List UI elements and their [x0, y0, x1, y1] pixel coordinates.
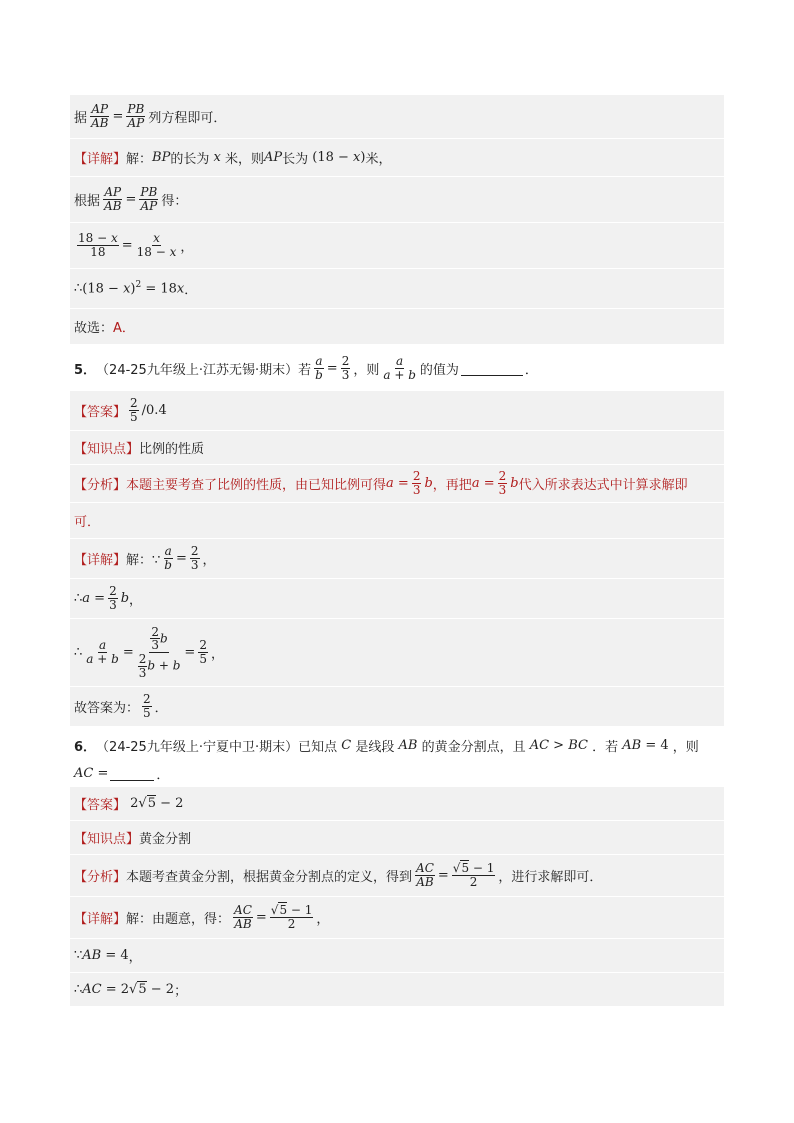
question-source: （24-25九年级上·江苏无锡·期末）: [96, 362, 299, 378]
text: ∴: [74, 281, 83, 296]
analysis-row-cont: [70, 503, 724, 539]
fraction-ap-ab: $\frac{AP}{AB}$: [91, 102, 109, 130]
question-6: 6． （24-25九年级上·宁夏中卫·期末） 已知点 C 是线段 AB 的黄金分割点，且 AC > BC ．若 AB = 4 ，则: [74, 737, 699, 755]
compound-fraction: $\frac{2}{3}$ b $\frac{2}{3}$ b + b: [138, 624, 181, 680]
step-row: ∵ AB = 4 ，: [70, 939, 724, 973]
proportion-row: 根据 $\frac{AP}{AB}$ = $\frac{PB}{AP}$ 得：: [70, 177, 724, 223]
question-number: 6．: [74, 739, 97, 755]
text: 的黄金分割点，且: [421, 739, 526, 755]
text: ∴: [74, 982, 83, 997]
text: 【分析】: [74, 478, 127, 493]
answer-blank: [461, 361, 523, 376]
text: 列方程即可．: [148, 111, 227, 126]
text: 本题考查黄金分割，根据黄金分割点的定义，得到: [126, 870, 413, 885]
text: 故选：: [74, 321, 114, 336]
detail-row: 【详解】 解：由题意，得： $\frac{AC}{AB}$ = $\frac{√5 - 1}{2}$ ，: [70, 897, 724, 939]
text: 米，: [365, 152, 392, 167]
text: 米，则: [224, 152, 264, 167]
text: 代入所求表达式中计算求解即: [518, 478, 688, 493]
question-source: （24-25九年级上·宁夏中卫·期末）: [96, 739, 299, 755]
text: 解：: [126, 152, 153, 167]
text: 【分析】: [74, 870, 127, 885]
text: ，则: [672, 739, 699, 755]
fraction-pb-ap: $\frac{PB}{AP}$: [127, 102, 145, 130]
text: 【详解】: [74, 912, 127, 927]
fraction-x-over-18-minus-x: $\frac{x}{18 - x}$: [136, 231, 177, 259]
text: 【知识点】: [74, 442, 140, 457]
question-number: 5．: [74, 362, 97, 378]
answer-choice: A．: [113, 321, 135, 336]
detail-row: 【详解】 解： BP 的长为 x 米，则 AP 长为 (18 − x) 米，: [70, 139, 724, 177]
text: 得：: [161, 194, 188, 209]
question-6-cont: AC = ．: [74, 765, 170, 783]
answer-row: 【答案】 2√5 − 2: [70, 787, 724, 821]
question-5: 5． （24-25九年级上·江苏无锡·期末） 若 $\frac{a}{b}$ = $\frac{2}{3}$ ，则 $\frac{a}{a + b}$ 的值为 ．: [74, 353, 538, 382]
step-row: ∴ $\frac{a}{a + b}$ = $\frac{2}{3}$ b $\frac{2}{3}$ b + b = $\frac{2}{5}$ ，: [70, 619, 724, 687]
step-row: ∴ AC = 2√5 − 2 ；: [70, 973, 724, 1007]
fraction-pb-ap: $\frac{PB}{AP}$: [140, 185, 158, 213]
text: ，则: [353, 362, 380, 378]
conclusion-row: 故答案为： $\frac{2}{5}$ ．: [70, 687, 724, 727]
text: 若: [298, 362, 312, 378]
answer-row: 【答案】 $\frac{2}{5}$ /0.4: [70, 391, 724, 431]
text: 故答案为：: [74, 701, 140, 716]
text: ，再把: [432, 478, 472, 493]
text: 解：由题意，得：: [126, 912, 231, 927]
text: 【答案】: [74, 798, 127, 813]
document-page: [70, 95, 724, 1007]
knowledge-row: [70, 821, 724, 855]
text: 根据: [74, 194, 101, 209]
text: 可．: [74, 515, 101, 530]
knowledge-point: 比例的性质: [139, 442, 205, 457]
text: 是线段: [355, 739, 395, 755]
therefore-row: ∴ $(18 - x)^2 = 18x$ ．: [70, 269, 724, 309]
step-row: ∴ a = $\frac{2}{3}$ b ，: [70, 579, 724, 619]
choice-row: [70, 309, 724, 345]
text: 据: [74, 111, 88, 126]
text: ．: [524, 362, 538, 378]
text: ∵: [74, 948, 83, 963]
detail-row: 【详解】 解：∵ $\frac{a}{b}$ = $\frac{2}{3}$ ，: [70, 539, 724, 579]
analysis-row: 【分析】 本题主要考查了比例的性质，由已知比例可得 a = $\frac{2}{3}$ b ，再把 a = $\frac{2}{3}$ b 代入所求表达式中计算求解即: [70, 465, 724, 503]
text: 本题主要考查了比例的性质，由已知比例可得: [126, 478, 387, 493]
knowledge-row: [70, 431, 724, 465]
text: 已知点: [298, 739, 338, 755]
answer-tag: 【答案】: [74, 405, 127, 420]
detail-tag: 【详解】: [74, 152, 127, 167]
text: ，进行求解即可．: [498, 870, 603, 885]
text: ．若: [592, 739, 619, 755]
text: 解：∵: [126, 553, 161, 568]
text: 长为: [282, 152, 309, 167]
answer-blank: [110, 766, 154, 781]
text: 【详解】: [74, 553, 127, 568]
fraction-ap-ab: $\frac{AP}{AB}$: [104, 185, 122, 213]
equation-row: $\frac{18 - x}{18}$ = $\frac{x}{18 - x}$ ，: [70, 223, 724, 269]
solution-hint-row: 据 $\frac{AP}{AB}$ = $\frac{PB}{AP}$ 列方程即可．: [70, 95, 724, 139]
fraction-18-minus-x-over-18: $\frac{18 - x}{18}$: [78, 231, 118, 259]
answer-decimal: /0.4: [141, 403, 167, 418]
analysis-row: 【分析】 本题考查黄金分割，根据黄金分割点的定义，得到 $\frac{AC}{AB}$ = $\frac{√5 - 1}{2}$ ，进行求解即可．: [70, 855, 724, 897]
text: 【知识点】: [74, 832, 140, 847]
text: 的长为: [170, 152, 210, 167]
knowledge-point: 黄金分割: [139, 832, 192, 847]
text: 的值为: [419, 362, 459, 378]
